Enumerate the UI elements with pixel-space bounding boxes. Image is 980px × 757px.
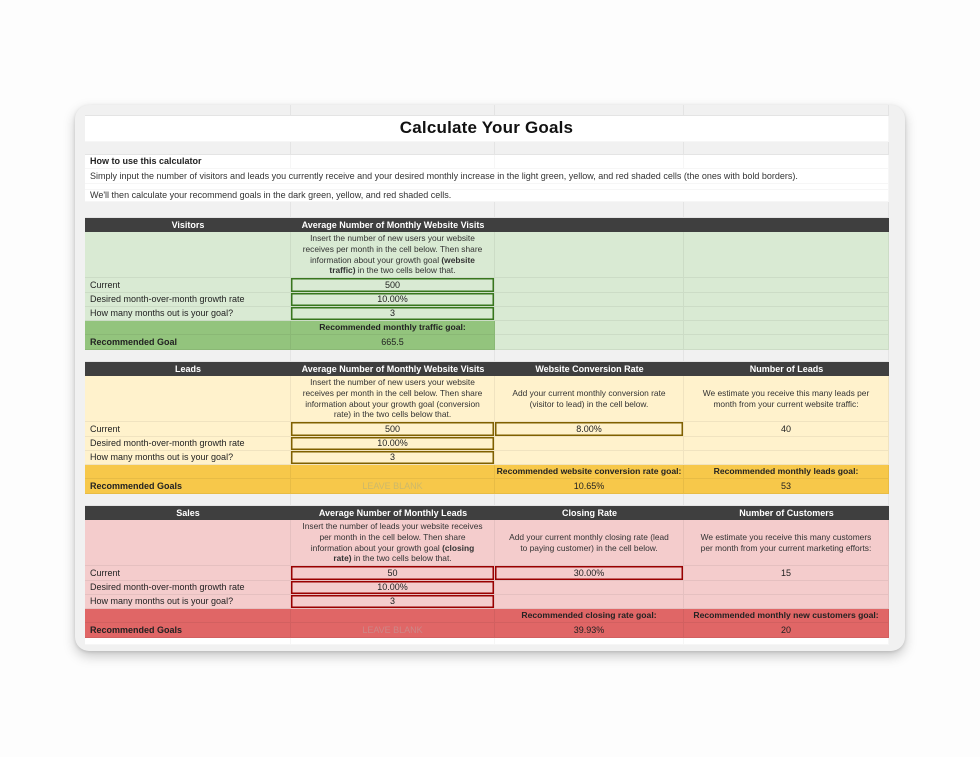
leads-description-row [85, 376, 889, 422]
leads-leave-blank: LEAVE BLANK [291, 479, 495, 494]
howto-heading: How to use this calculator [85, 155, 291, 169]
sales-col2-description: Insert the number of leads your website receives per month in the cell below. Then share information about your growth goal (closing rate) in the two cells below that. [291, 520, 495, 566]
visitors-months-row [85, 307, 889, 321]
visitors-growth-row [85, 293, 889, 307]
sales-col3-description: Add your current monthly closing rate (lead to paying customer) in the cell below. [495, 520, 684, 566]
sales-rec-closing-value: 39.93% [495, 623, 684, 638]
leads-col4-description: We estimate you receive this many leads per month from your current website traffic: [684, 376, 889, 422]
months-label: How many months out is your goal? [85, 595, 291, 609]
current-label: Current [85, 566, 291, 581]
spreadsheet-card [75, 105, 905, 651]
leads-months-row [85, 451, 889, 465]
sales-col3-header: Closing Rate [495, 506, 684, 520]
howto-line1-row [85, 169, 889, 184]
leads-col2-description: Insert the number of new users your website receives per month in the cell below. Then share information about your growth goal (conversion rate) in the two cells below that. [291, 376, 495, 422]
section-visitors [85, 218, 889, 350]
sales-col2-header: Average Number of Monthly Leads [291, 506, 495, 520]
sales-header: Sales [85, 506, 291, 520]
leads-growth-input[interactable]: 10.00% [291, 437, 495, 451]
leads-rec-leads-label: Recommended monthly leads goal: [684, 465, 889, 479]
growth-label: Desired month-over-month growth rate [85, 437, 291, 451]
leads-rec-conversion-value: 10.65% [495, 479, 684, 494]
leads-col3-header: Website Conversion Rate [495, 362, 684, 376]
visitors-header-row [85, 218, 889, 232]
leads-col4-header: Number of Leads [684, 362, 889, 376]
sales-months-input[interactable]: 3 [291, 595, 495, 609]
sales-description-row [85, 520, 889, 566]
current-label: Current [85, 422, 291, 437]
leads-current-row [85, 422, 889, 437]
months-label: How many months out is your goal? [85, 307, 291, 321]
current-label: Current [85, 278, 291, 293]
sales-header-row [85, 506, 889, 520]
visitors-rec-label: Recommended monthly traffic goal: [291, 321, 495, 335]
howto-heading-row [85, 155, 889, 169]
visitors-growth-input[interactable]: 10.00% [291, 293, 495, 307]
howto-line2-row [85, 190, 889, 202]
howto-line1: Simply input the number of visitors and leads you currently receive and your desired monthly increase in the light green, yellow, and red shaded cells (the ones with bold borders). [85, 169, 889, 184]
leads-current-input[interactable]: 500 [291, 422, 495, 437]
title-row [85, 116, 889, 142]
visitors-rec-label-row [85, 321, 889, 335]
sales-customers-value: 15 [684, 566, 889, 581]
sales-rec-customers-value: 20 [684, 623, 889, 638]
sales-months-row [85, 595, 889, 609]
sales-col4-header: Number of Customers [684, 506, 889, 520]
visitors-header: Visitors [85, 218, 291, 232]
howto-line2: We'll then calculate your recommend goals in the dark green, yellow, and red shaded cells. [85, 190, 889, 202]
leads-rec-conversion-label: Recommended website conversion rate goal: [495, 465, 684, 479]
leads-growth-row [85, 437, 889, 451]
leads-header-row [85, 362, 889, 376]
visitors-description-row [85, 232, 889, 278]
sales-growth-input[interactable]: 10.00% [291, 581, 495, 595]
leads-header: Leads [85, 362, 291, 376]
leads-months-input[interactable]: 3 [291, 451, 495, 465]
sales-current-row [85, 566, 889, 581]
visitors-rec-value-row [85, 335, 889, 350]
section-leads [85, 362, 889, 494]
sales-current-input[interactable]: 50 [291, 566, 495, 581]
visitors-current-row [85, 278, 889, 293]
growth-label: Desired month-over-month growth rate [85, 581, 291, 595]
leads-rec-leads-value: 53 [684, 479, 889, 494]
leads-count-value: 40 [684, 422, 889, 437]
leads-conversion-input[interactable]: 8.00% [495, 422, 684, 437]
growth-label: Desired month-over-month growth rate [85, 293, 291, 307]
spacer-row [85, 105, 889, 116]
sales-rec-customers-label: Recommended monthly new customers goal: [684, 609, 889, 623]
spacer-row [85, 142, 889, 155]
months-label: How many months out is your goal? [85, 451, 291, 465]
page-title: Calculate Your Goals [399, 118, 574, 138]
visitors-col2-header: Average Number of Monthly Website Visits [291, 218, 495, 232]
leads-col2-header: Average Number of Monthly Website Visits [291, 362, 495, 376]
spacer-row [85, 202, 889, 218]
sales-col4-description: We estimate you receive this many customers per month from your current marketing efforts: [684, 520, 889, 566]
sales-rec-closing-label: Recommended closing rate goal: [495, 609, 684, 623]
leads-col3-description: Add your current monthly conversion rate (visitor to lead) in the cell below. [495, 376, 684, 422]
sales-rec-label-row [85, 609, 889, 623]
sales-rec-row-label: Recommended Goals [85, 623, 291, 638]
sales-closing-input[interactable]: 30.00% [495, 566, 684, 581]
visitors-rec-row-label: Recommended Goal [85, 335, 291, 350]
visitors-months-input[interactable]: 3 [291, 307, 495, 321]
sheet-grid [85, 105, 889, 645]
visitors-description: Insert the number of new users your website receives per month in the cell below. Then share information about your growth goal (website traffic) in the two cells below that. [291, 232, 495, 278]
visitors-current-input[interactable]: 500 [291, 278, 495, 293]
spacer-row [85, 638, 889, 645]
section-sales [85, 506, 889, 638]
sales-leave-blank: LEAVE BLANK [291, 623, 495, 638]
spacer-row [85, 494, 889, 506]
sales-rec-value-row [85, 623, 889, 638]
leads-rec-value-row [85, 479, 889, 494]
leads-rec-row-label: Recommended Goals [85, 479, 291, 494]
spacer-row [85, 350, 889, 362]
leads-rec-label-row [85, 465, 889, 479]
sales-growth-row [85, 581, 889, 595]
visitors-rec-value: 665.5 [291, 335, 495, 350]
